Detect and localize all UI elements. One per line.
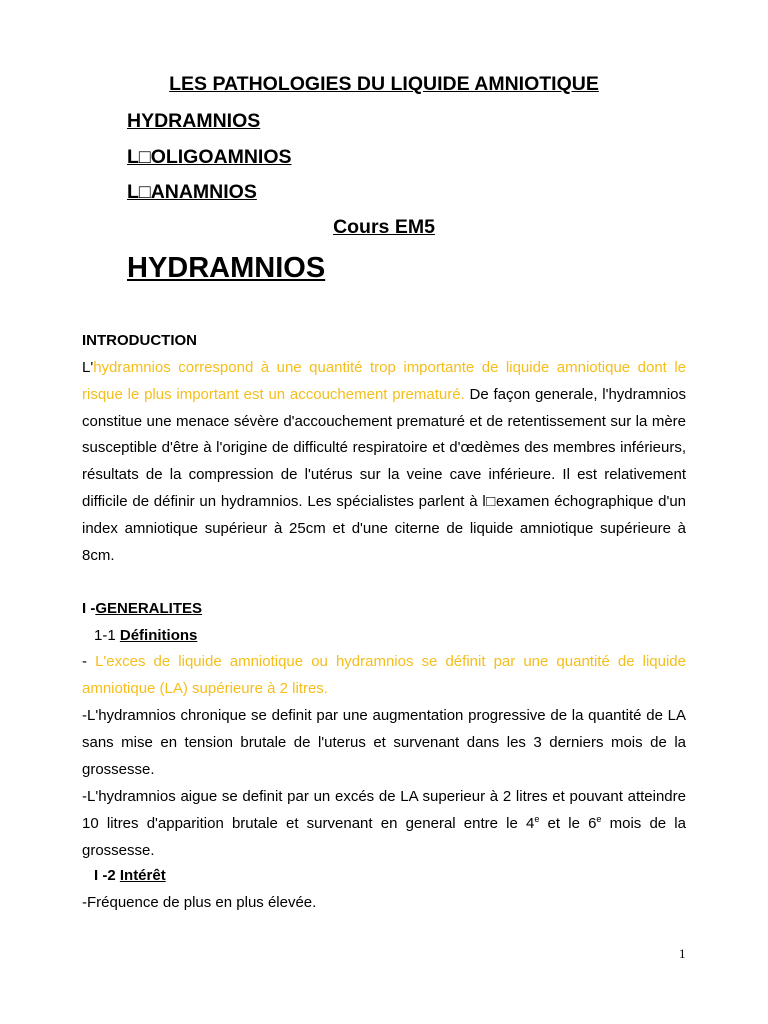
acute-superscript-1: e bbox=[534, 813, 540, 824]
definition-dash: - bbox=[82, 653, 96, 670]
intro-paragraph bbox=[82, 355, 686, 569]
interet-title: Intérêt bbox=[119, 867, 166, 884]
intro-heading: INTRODUCTION bbox=[82, 332, 197, 349]
interet-number: I -2 bbox=[94, 867, 116, 884]
intro-prefix: L' bbox=[82, 359, 94, 376]
acute-text-3: mois de la grossesse. bbox=[82, 814, 686, 859]
section-title: HYDRAMNIOS bbox=[127, 252, 326, 284]
topic-hydramnios: HYDRAMNIOS bbox=[127, 110, 261, 132]
acute-text-2: et le 6 bbox=[539, 814, 597, 832]
acute-paragraph bbox=[82, 784, 686, 864]
generalites-heading bbox=[82, 596, 202, 623]
generalites-number: I - bbox=[82, 600, 96, 617]
intro-highlight: hydramnios correspond à une quantité trop importante de liquide amniotique dont le risque le plus important est un accouchement prematuré. bbox=[82, 359, 686, 403]
page-number: 1 bbox=[679, 946, 686, 961]
definition-paragraph bbox=[82, 649, 686, 703]
definitions-title: Définitions bbox=[119, 627, 198, 644]
chronic-paragraph: -L'hydramnios chronique se definit par une augmentation progressive de la quantité de LA sans mise en tension brutale de l'uterus et survenant dans les 3 derniers mois de la grossesse. bbox=[82, 707, 686, 778]
acute-text-1: -L'hydramnios aigue se definit par un excés de LA superieur à 2 litres et pouvant atteindre 10 litres d'apparition brutale et survenant en general entre le 4 bbox=[82, 788, 686, 832]
interet-subheading bbox=[94, 863, 166, 890]
definitions-subheading bbox=[94, 623, 197, 650]
definitions-number: 1-1 bbox=[94, 627, 116, 644]
definition-highlight: L'exces de liquide amniotique ou hydramnios se définit par une quantité de liquide amniotique (LA) supérieure à 2 litres. bbox=[82, 653, 686, 697]
document-title: LES PATHOLOGIES DU LIQUIDE AMNIOTIQUE bbox=[169, 73, 599, 95]
frequency-line: -Fréquence de plus en plus élevée. bbox=[82, 894, 317, 911]
generalites-title: GENERALITES bbox=[95, 600, 203, 617]
intro-body: De façon generale, l'hydramnios constitue une menace sévère d'accouchement prematuré et de retentissement sur la mère susceptible d'être à l'origine de difficulté respiratoire et d'œdèmes des membres inférieurs, résultats de la compression de l'utérus sur la veine cave inférieure. Il est relativement difficile de définir un hydramnios. Les spécialistes parlent à l□examen échographique d'un index amniotique supérieur à 25cm et d'une citerne de liquide amniotique supérieure à 8cm. bbox=[82, 385, 686, 564]
acute-superscript-2: e bbox=[596, 813, 602, 824]
course-label: Cours EM5 bbox=[333, 216, 435, 238]
topic-oligoamnios: L□OLIGOAMNIOS bbox=[127, 146, 292, 168]
topic-anamnios: L□ANAMNIOS bbox=[127, 181, 257, 203]
